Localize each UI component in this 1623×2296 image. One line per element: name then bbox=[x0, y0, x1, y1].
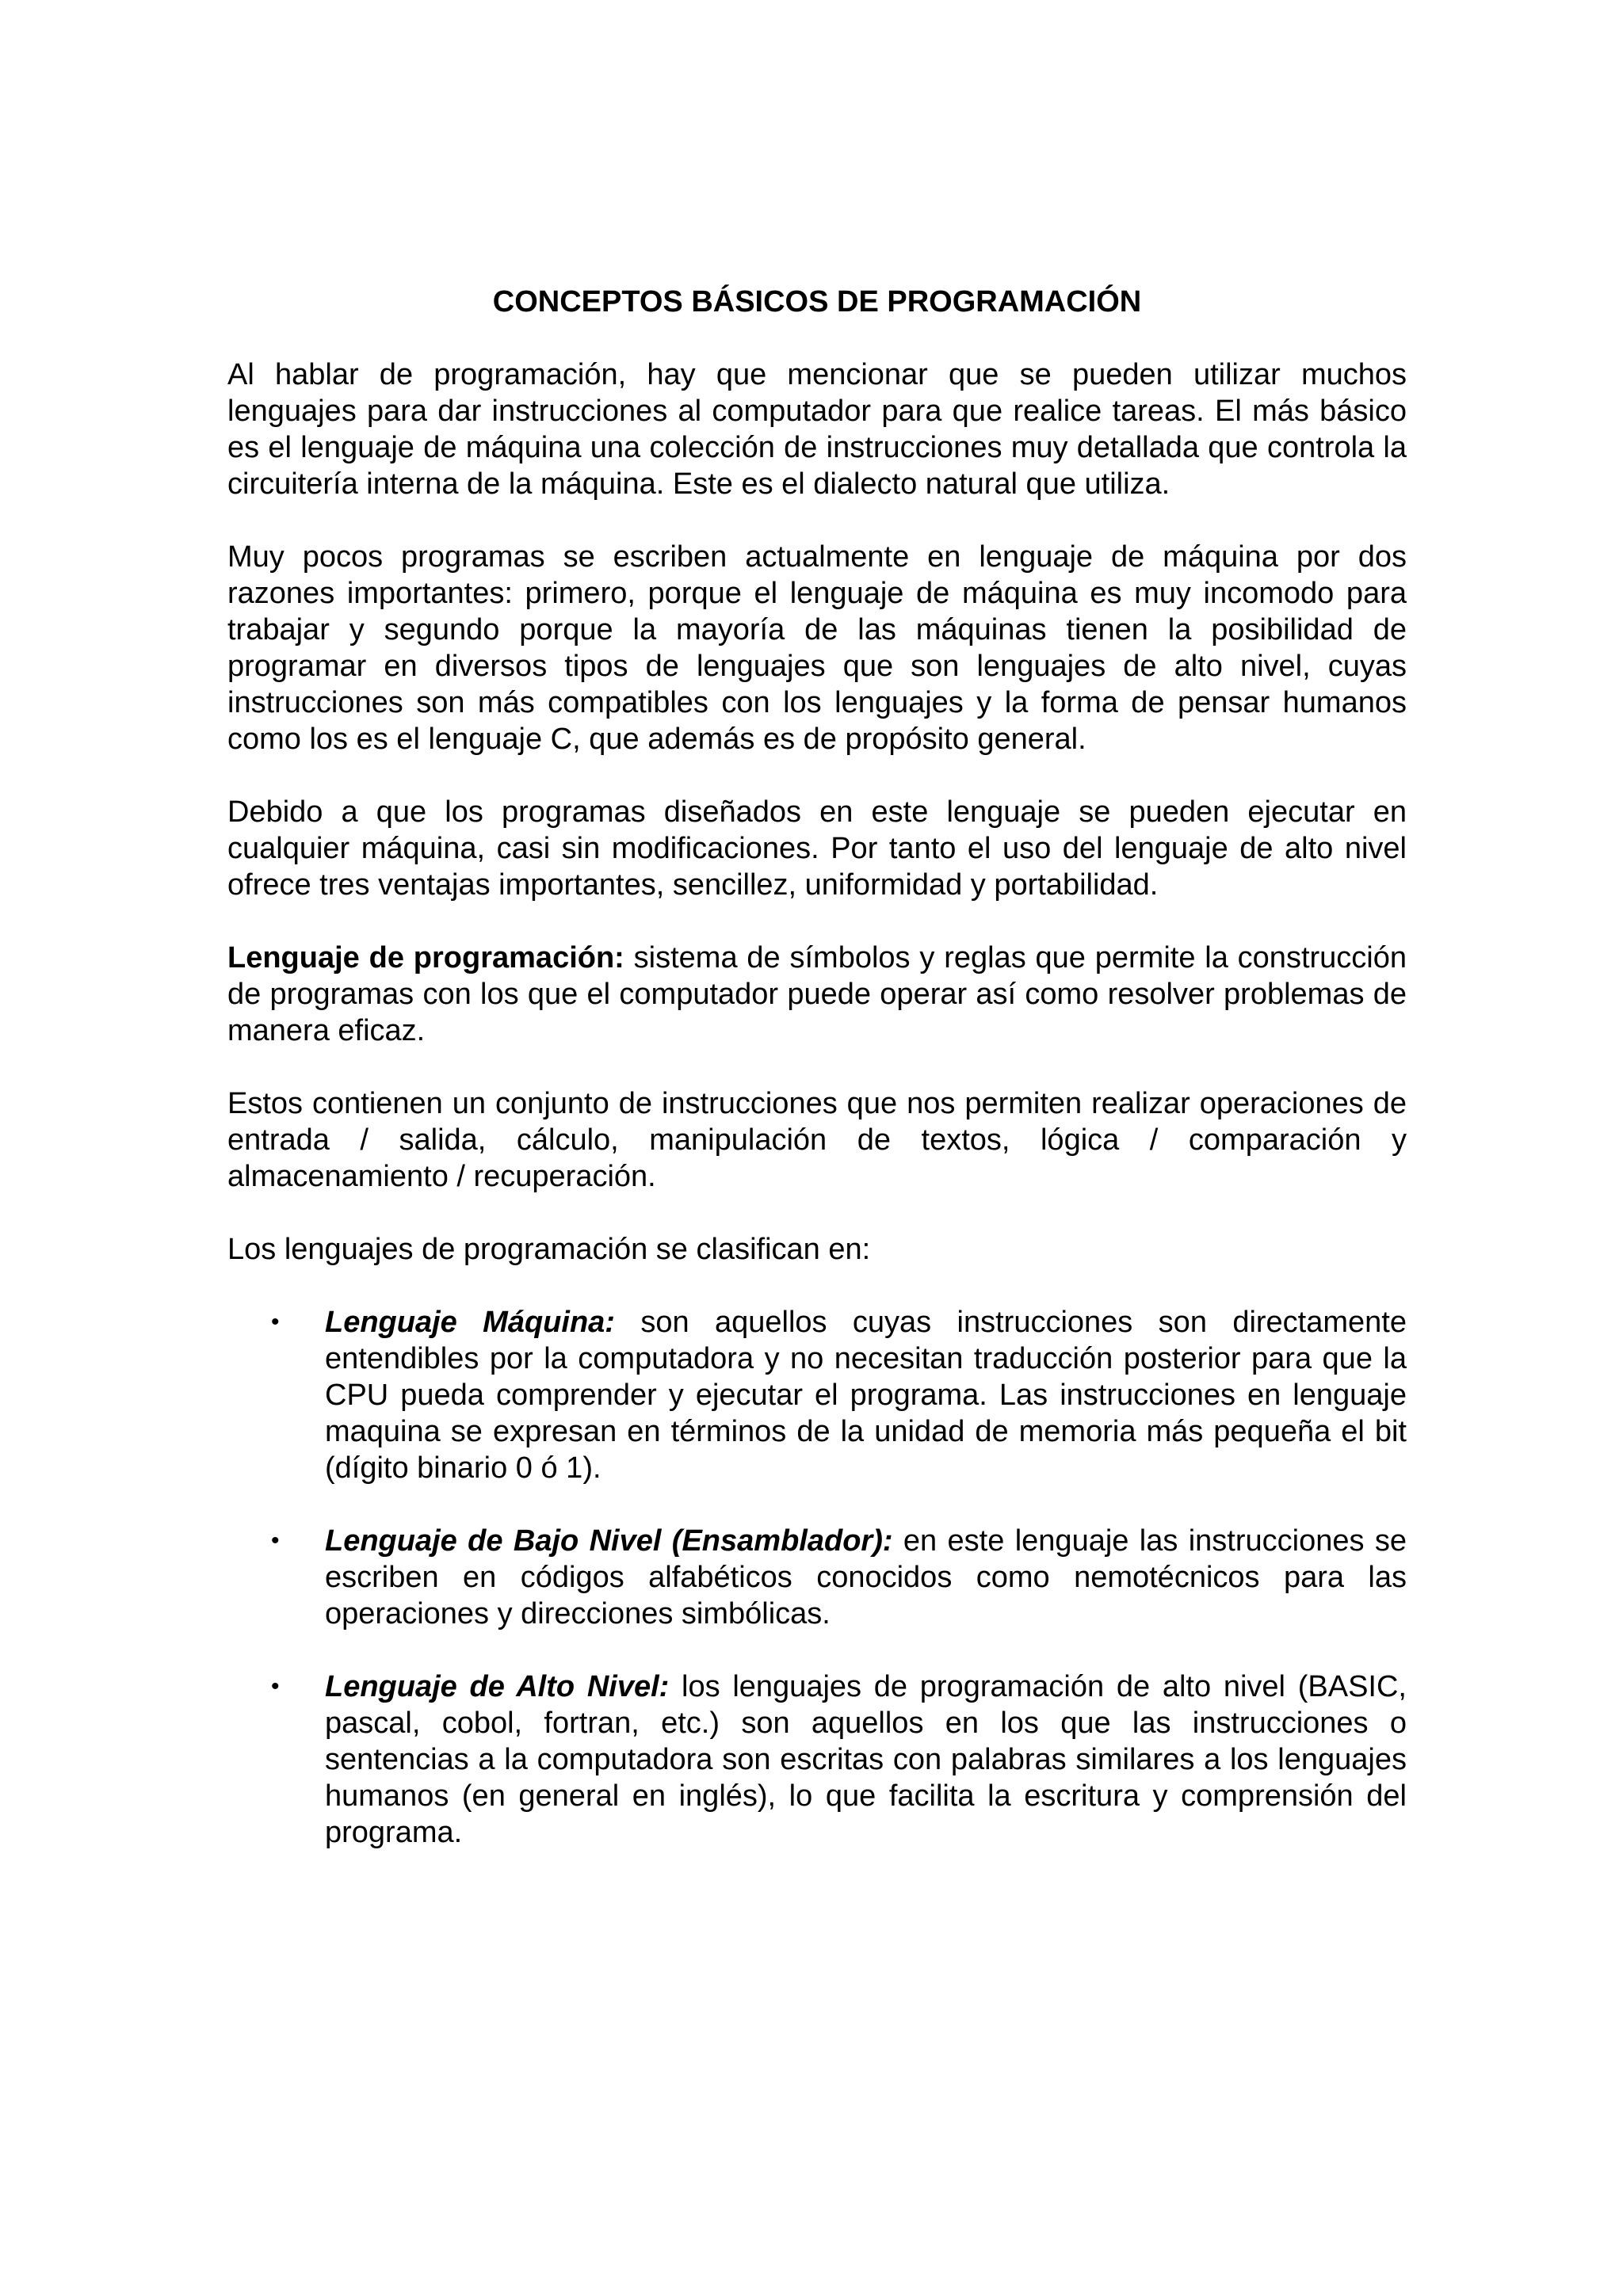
paragraph-machine-language: Muy pocos programas se escriben actualmente en lenguaje de máquina por dos razones importantes: primero, porque el lenguaje de máquina es muy incomodo para trabajar y segundo porque la mayoría de las máquinas tienen la posibilidad de programar en diversos tipos de lenguajes que son lenguajes de alto nivel, cuyas instrucciones son más compatibles con los lenguajes y la forma de pensar humanos como los es el lenguaje C, que además es de propósito general. bbox=[227, 540, 1407, 756]
paragraph-intro: Al hablar de programación, hay que mencionar que se pueden utilizar muchos lenguajes para dar instrucciones al computador para que realice tareas. El más básico es el lenguaje de máquina una colección de instrucciones muy detallada que controla la circuitería interna de la máquina. Este es el dialecto natural que utiliza. bbox=[227, 358, 1407, 501]
document-body bbox=[227, 284, 1407, 1887]
list-item-text: en este lenguaje las instrucciones se escriben en códigos alfabéticos conocidos como nemotécnicos para las operaciones y direcciones simbólicas. bbox=[325, 1524, 1407, 1630]
list-item-term: Lenguaje Máquina: bbox=[325, 1306, 615, 1339]
paragraph-high-level-advantages: Debido a que los programas diseñados en este lenguaje se pueden ejecutar en cualquier máquina, casi sin modificaciones. Por tanto el uso del lenguaje de alto nivel ofrece tres ventajas importantes, sencillez, uniformidad y portabilidad. bbox=[227, 795, 1407, 902]
definition-text: sistema de símbolos y reglas que permite la construcción de programas con los que el computador puede operar así como resolver problemas de manera eficaz. bbox=[227, 941, 1407, 1047]
list-item-low-level-language bbox=[227, 1523, 1407, 1632]
paragraph-operations: Estos contienen un conjunto de instrucciones que nos permiten realizar operaciones de entrada / salida, cálculo, manipulación de textos, lógica / comparación y almacenamiento / recuperación. bbox=[227, 1087, 1407, 1193]
list-item-machine-language bbox=[227, 1304, 1407, 1486]
document-title: CONCEPTOS BÁSICOS DE PROGRAMACIÓN bbox=[492, 285, 1142, 318]
list-item-term: Lenguaje de Alto Nivel: bbox=[325, 1670, 670, 1703]
bullet-icon: • bbox=[271, 1527, 280, 1554]
language-types-list bbox=[227, 1304, 1407, 1851]
definition-paragraph bbox=[227, 940, 1407, 1049]
bullet-icon: • bbox=[271, 1673, 280, 1699]
list-item-text: los lenguajes de programación de alto nivel (BASIC, pascal, cobol, fortran, etc.) son aquellos en los que las instrucciones o sentencias a la computadora son escritas con palabras similares a los lenguajes humanos (en general en inglés), lo que facilita la escritura y comprensión del programa. bbox=[325, 1670, 1407, 1849]
definition-term: Lenguaje de programación: bbox=[227, 941, 624, 974]
list-item-term: Lenguaje de Bajo Nivel (Ensamblador): bbox=[325, 1524, 893, 1558]
bullet-icon: • bbox=[271, 1309, 280, 1335]
list-item-high-level-language bbox=[227, 1669, 1407, 1851]
paragraph-classification-intro: Los lenguajes de programación se clasifican en: bbox=[227, 1233, 871, 1266]
list-item-text: son aquellos cuyas instrucciones son directamente entendibles por la computadora y no necesitan traducción posterior para que la CPU pueda comprender y ejecutar el programa. Las instrucciones en lenguaje maquina se expresan en términos de la unidad de memoria más pequeña el bit (dígito binario 0 ó 1). bbox=[325, 1306, 1407, 1485]
